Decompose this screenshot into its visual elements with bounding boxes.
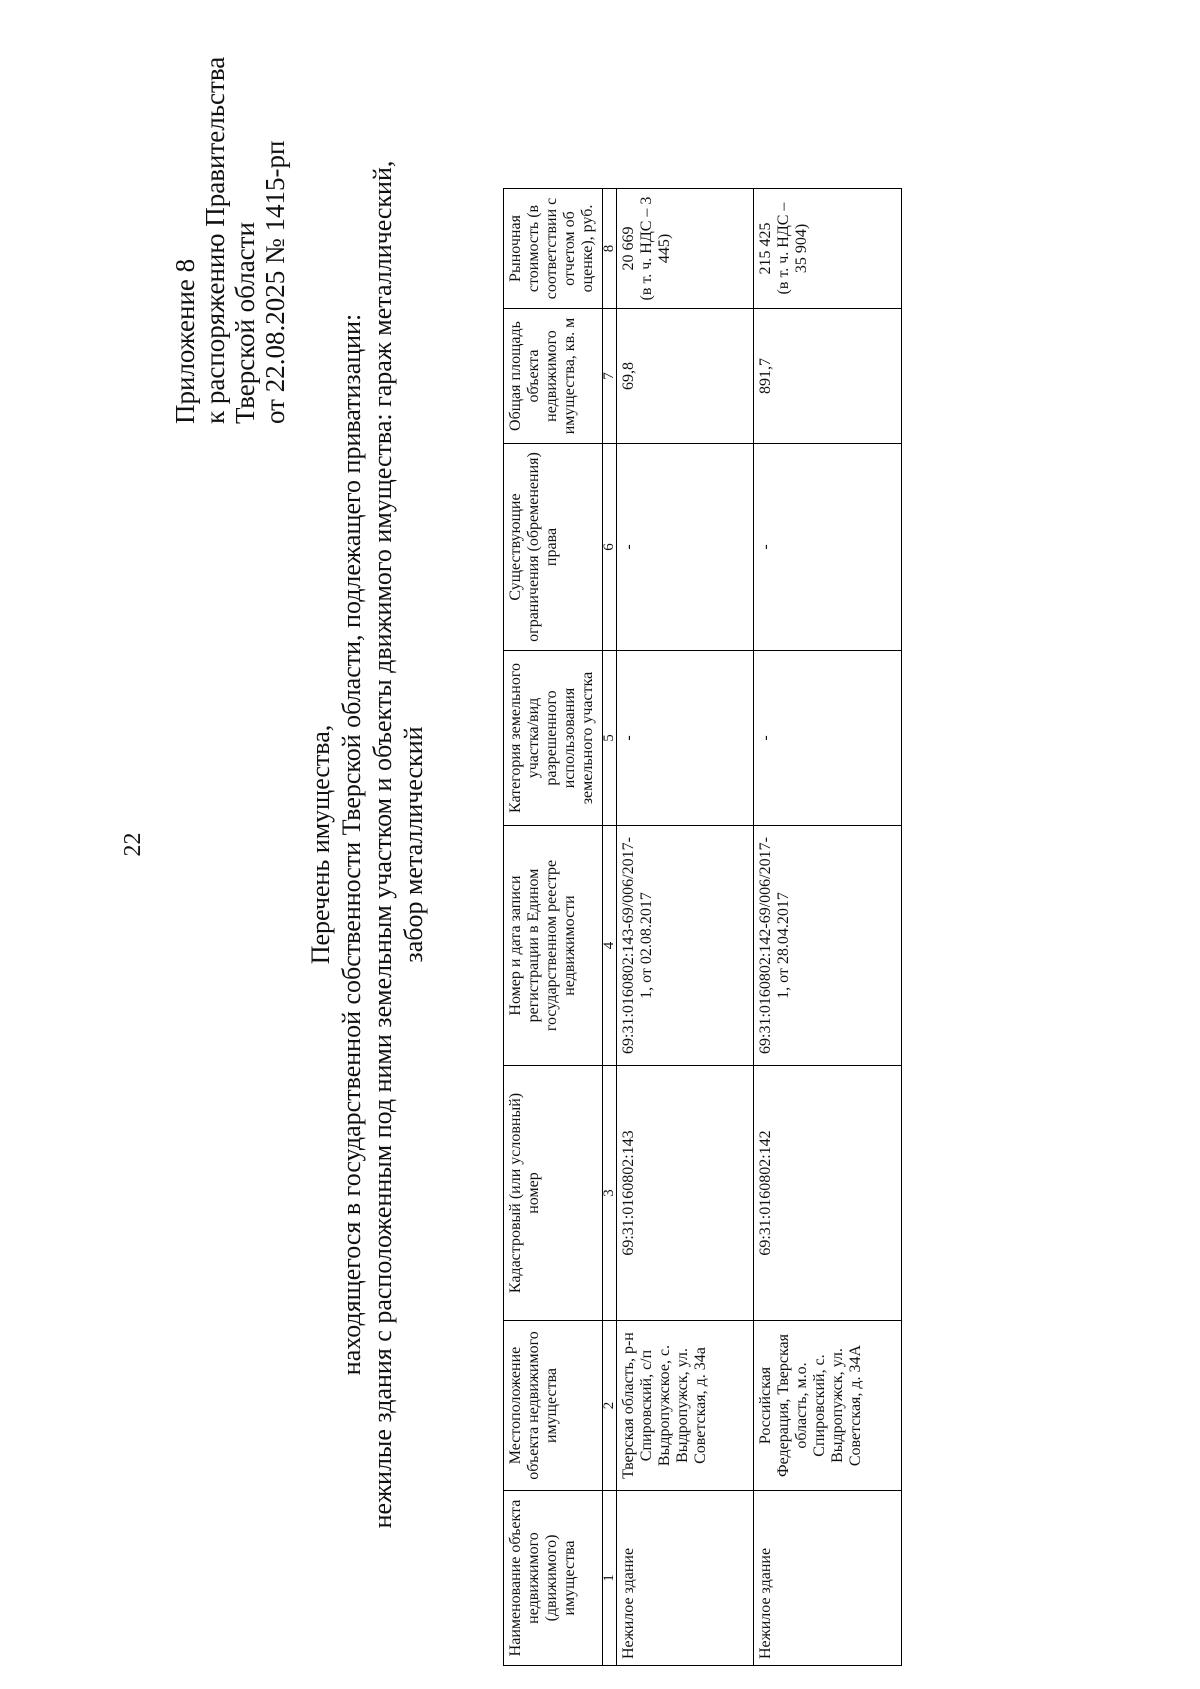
page-number: 22 — [120, 832, 146, 857]
table-row — [617, 189, 754, 1666]
cell-location: Тверская область, р-н Спировский, с/п Выдропужское, с. Выдропужск, ул. Советская, д. 34а — [617, 1321, 754, 1491]
cell-name: Нежилое здание — [754, 1491, 902, 1666]
cell-cadastral: 69:31:0160802:143 — [617, 1066, 754, 1321]
cell-value — [617, 189, 754, 309]
cell-location: Российская Федерация, Тверская область, м.о. Спировский, с. Выдропужск, ул. Советская, д. 34А — [754, 1321, 902, 1491]
value-amount: 20 669 — [620, 226, 637, 271]
value-amount: 215 425 — [757, 222, 774, 275]
header-cadastral: Кадастровый (или условный) номер — [504, 1066, 603, 1321]
column-number: 4 — [603, 826, 617, 1066]
column-number-row — [603, 189, 617, 1666]
header-land-category: Категория земельного участка/вид разрешенного использования земельного участка — [504, 651, 603, 826]
appendix-header — [170, 57, 290, 424]
cell-area: 891,7 — [754, 309, 902, 444]
value-vat: (в т. ч. НДС – 3 445) — [638, 196, 673, 301]
cell-registration: 69:31:0160802:142-69/006/2017-1, от 28.04.2017 — [754, 826, 902, 1066]
title-line-4: забор металлический — [399, 726, 428, 963]
header-restrictions: Существующие ограничения (обременения) права — [504, 444, 603, 651]
appendix-line-1: Приложение 8 — [170, 258, 200, 424]
column-number: 2 — [603, 1321, 617, 1491]
cell-land-category: - — [754, 651, 902, 826]
cell-value — [754, 189, 902, 309]
column-number: 3 — [603, 1066, 617, 1321]
header-name: Наименование объекта недвижимого (движимого) имущества — [504, 1491, 603, 1666]
cell-area: 69,8 — [617, 309, 754, 444]
table-header-row — [504, 189, 603, 1666]
appendix-line-2: к распоряжению Правительства — [200, 56, 230, 424]
appendix-line-3: Тверской области — [230, 222, 260, 424]
document-title — [305, 0, 429, 1689]
cell-land-category: - — [617, 651, 754, 826]
column-number: 8 — [603, 189, 617, 309]
appendix-line-4: от 22.08.2025 № 1415-рп — [260, 140, 290, 424]
cell-cadastral: 69:31:0160802:142 — [754, 1066, 902, 1321]
title-line-2: находящегося в государственной собственности Тверской области, подлежащего приватизации: — [337, 313, 366, 1376]
header-registration: Номер и дата записи регистрации в Едином государственном реестре недвижимости — [504, 826, 603, 1066]
value-vat: (в т. ч. НДС – 35 904) — [775, 202, 810, 295]
column-number: 5 — [603, 651, 617, 826]
cell-name: Нежилое здание — [617, 1491, 754, 1666]
title-line-1: Перечень имущества, — [306, 724, 335, 965]
table-row — [754, 189, 902, 1666]
header-value: Рыночная стоимость (в соответствии с отчетом об оценке), руб. — [504, 189, 603, 309]
column-number: 1 — [603, 1491, 617, 1666]
column-number: 7 — [603, 309, 617, 444]
column-number: 6 — [603, 444, 617, 651]
header-location: Местоположение объекта недвижимого имущества — [504, 1321, 603, 1491]
title-line-3: нежилые здания с расположенным под ними земельным участком и объекты движимого имущества: гараж металлический, — [368, 160, 397, 1529]
property-table — [503, 188, 902, 1666]
cell-restrictions: - — [754, 444, 902, 651]
header-area: Общая площадь объекта недвижимого имущества, кв. м — [504, 309, 603, 444]
cell-restrictions: - — [617, 444, 754, 651]
cell-registration: 69:31:0160802:143-69/006/2017-1, от 02.08.2017 — [617, 826, 754, 1066]
